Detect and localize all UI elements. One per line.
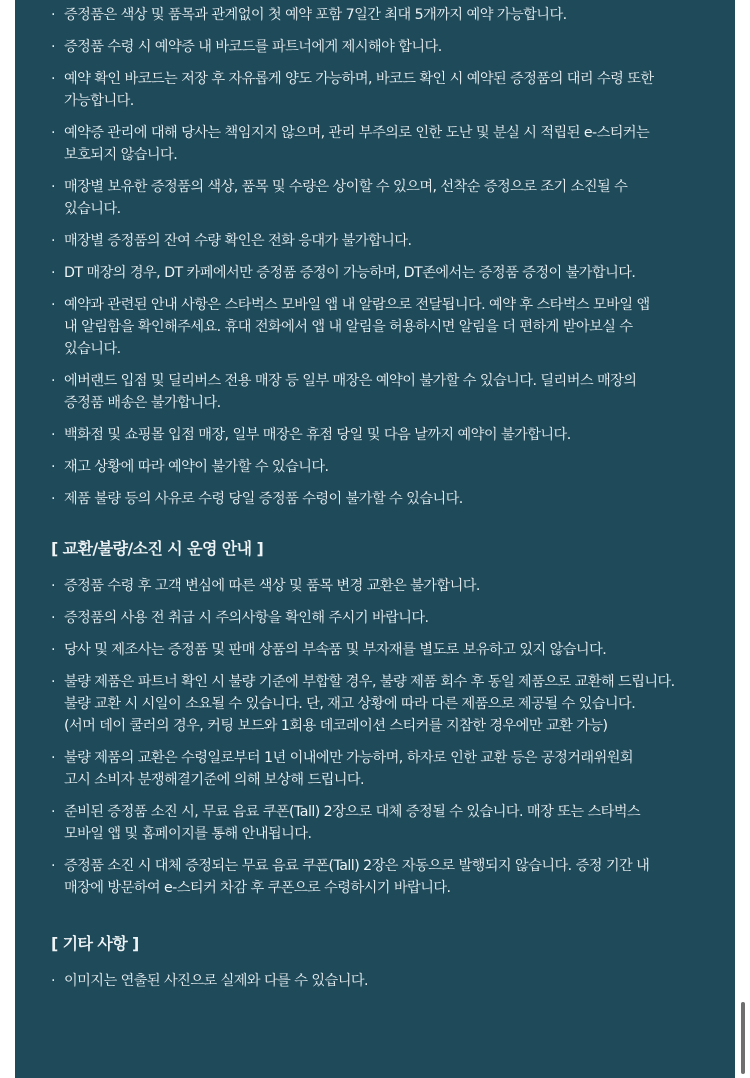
notice-text: 증정품 수령 시 예약증 내 바코드를 파트너에게 제시해야 합니다. (64, 39, 442, 55)
notice-item (51, 488, 707, 510)
notice-text: 백화점 및 쇼핑몰 입점 매장, 일부 매장은 휴점 당일 및 다음 날까지 예약이 불가합니다. (64, 427, 571, 443)
bullet-icon: · (51, 265, 55, 281)
notice-item (51, 36, 707, 58)
notice-item (51, 294, 707, 360)
notice-item (51, 68, 707, 112)
bullet-icon: · (51, 459, 55, 475)
notice-item (51, 855, 707, 899)
notice-item (51, 639, 707, 661)
notice-text: 예약증 관리에 대해 당사는 책임지지 않으며, 관리 부주의로 인한 도난 및 분실 시 적립된 e-스티커는 보호되지 않습니다. (64, 125, 650, 163)
bullet-icon: · (51, 125, 55, 141)
scrollbar-track[interactable] (736, 0, 750, 1078)
etc-notice-section (51, 933, 707, 992)
notice-item (51, 424, 707, 446)
exchange-notice-list (51, 575, 707, 899)
notice-text: 에버랜드 입점 및 딜리버스 전용 매장 등 일부 매장은 예약이 불가할 수 있습니다. 딜리버스 매장의 증정품 배송은 불가합니다. (64, 373, 637, 411)
notice-panel (15, 0, 735, 1078)
bullet-icon: · (51, 427, 55, 443)
bullet-icon: · (51, 674, 55, 690)
exchange-notice-section (51, 538, 707, 899)
notice-item (51, 970, 707, 992)
notice-item (51, 801, 707, 845)
notice-item (51, 747, 707, 791)
bullet-icon: · (51, 973, 55, 989)
notice-item (51, 122, 707, 166)
notice-text: 증정품의 사용 전 취급 시 주의사항을 확인해 주시기 바랍니다. (64, 610, 429, 626)
bullet-icon: · (51, 750, 55, 766)
notice-text: 증정품은 색상 및 품목과 관계없이 첫 예약 포함 7일간 최대 5개까지 예약 가능합니다. (64, 7, 567, 23)
notice-item (51, 456, 707, 478)
exchange-heading: [ 교환/불량/소진 시 운영 안내 ] (51, 539, 264, 558)
notice-item (51, 607, 707, 629)
notice-item (51, 4, 707, 26)
etc-heading: [ 기타 사항 ] (51, 934, 139, 953)
bullet-icon: · (51, 71, 55, 87)
reservation-notice-section (51, 4, 707, 510)
notice-text: 불량 제품의 교환은 수령일로부터 1년 이내에만 가능하며, 하자로 인한 교환 등은 공정거래위원회 고시 소비자 분쟁해결기준에 의해 보상해 드립니다. (64, 750, 634, 788)
bullet-icon: · (51, 7, 55, 23)
bullet-icon: · (51, 642, 55, 658)
notice-item (51, 575, 707, 597)
bullet-icon: · (51, 179, 55, 195)
notice-text: 준비된 증정품 소진 시, 무료 음료 쿠폰(Tall) 2장으로 대체 증정될 수 있습니다. 매장 또는 스타벅스 모바일 앱 및 홈페이지를 통해 안내됩니다. (64, 804, 641, 842)
notice-text: 당사 및 제조사는 증정품 및 판매 상품의 부속품 및 부자재를 별도로 보유하고 있지 않습니다. (64, 642, 607, 658)
etc-notice-list (51, 970, 707, 992)
bullet-icon: · (51, 491, 55, 507)
notice-text: 불량 제품은 파트너 확인 시 불량 기준에 부합할 경우, 불량 제품 회수 후 동일 제품으로 교환해 드립니다. 불량 교환 시 시일이 소요될 수 있습니다. 단, 재고 상황에 따라 다른 제품으로 제공될 수 있습니다. (서머 데이 쿨러의 경우, 커팅 보드와 1회용 데코레이션 스티커를 지참한 경우에만 교환 가능) (64, 674, 675, 734)
notice-text: 증정품 소진 시 대체 증정되는 무료 음료 쿠폰(Tall) 2장은 자동으로 발행되지 않습니다. 증정 기간 내 매장에 방문하여 e-스티커 차감 후 쿠폰으로 수령하시기 바랍니다. (64, 858, 650, 896)
bullet-icon: · (51, 297, 55, 313)
scrollbar-thumb[interactable] (741, 1002, 745, 1074)
notice-text: DT 매장의 경우, DT 카페에서만 증정품 증정이 가능하며, DT존에서는 증정품 증정이 불가합니다. (64, 265, 636, 281)
bullet-icon: · (51, 39, 55, 55)
reservation-notice-list (51, 4, 707, 510)
notice-item (51, 176, 707, 220)
bullet-icon: · (51, 233, 55, 249)
bullet-icon: · (51, 373, 55, 389)
notice-text: 매장별 보유한 증정품의 색상, 품목 및 수량은 상이할 수 있으며, 선착순 증정으로 조기 소진될 수 있습니다. (64, 179, 628, 217)
notice-item (51, 370, 707, 414)
notice-text: 이미지는 연출된 사진으로 실제와 다를 수 있습니다. (64, 973, 368, 989)
notice-item (51, 262, 707, 284)
bullet-icon: · (51, 578, 55, 594)
notice-item (51, 671, 707, 737)
notice-text: 예약과 관련된 안내 사항은 스타벅스 모바일 앱 내 알람으로 전달됩니다. 예약 후 스타벅스 모바일 앱 내 알림함을 확인해주세요. 휴대 전화에서 앱 내 알림을 허용하시면 알림을 더 편하게 받아보실 수 있습니다. (64, 297, 650, 357)
notice-text: 재고 상황에 따라 예약이 불가할 수 있습니다. (64, 459, 329, 475)
notice-text: 증정품 수령 후 고객 변심에 따른 색상 및 품목 변경 교환은 불가합니다. (64, 578, 480, 594)
bullet-icon: · (51, 858, 55, 874)
bullet-icon: · (51, 610, 55, 626)
notice-text: 예약 확인 바코드는 저장 후 자유롭게 양도 가능하며, 바코드 확인 시 예약된 증정품의 대리 수령 또한 가능합니다. (64, 71, 654, 109)
notice-item (51, 230, 707, 252)
notice-text: 매장별 증정품의 잔여 수량 확인은 전화 응대가 불가합니다. (64, 233, 412, 249)
bullet-icon: · (51, 804, 55, 820)
notice-text: 제품 불량 등의 사유로 수령 당일 증정품 수령이 불가할 수 있습니다. (64, 491, 463, 507)
